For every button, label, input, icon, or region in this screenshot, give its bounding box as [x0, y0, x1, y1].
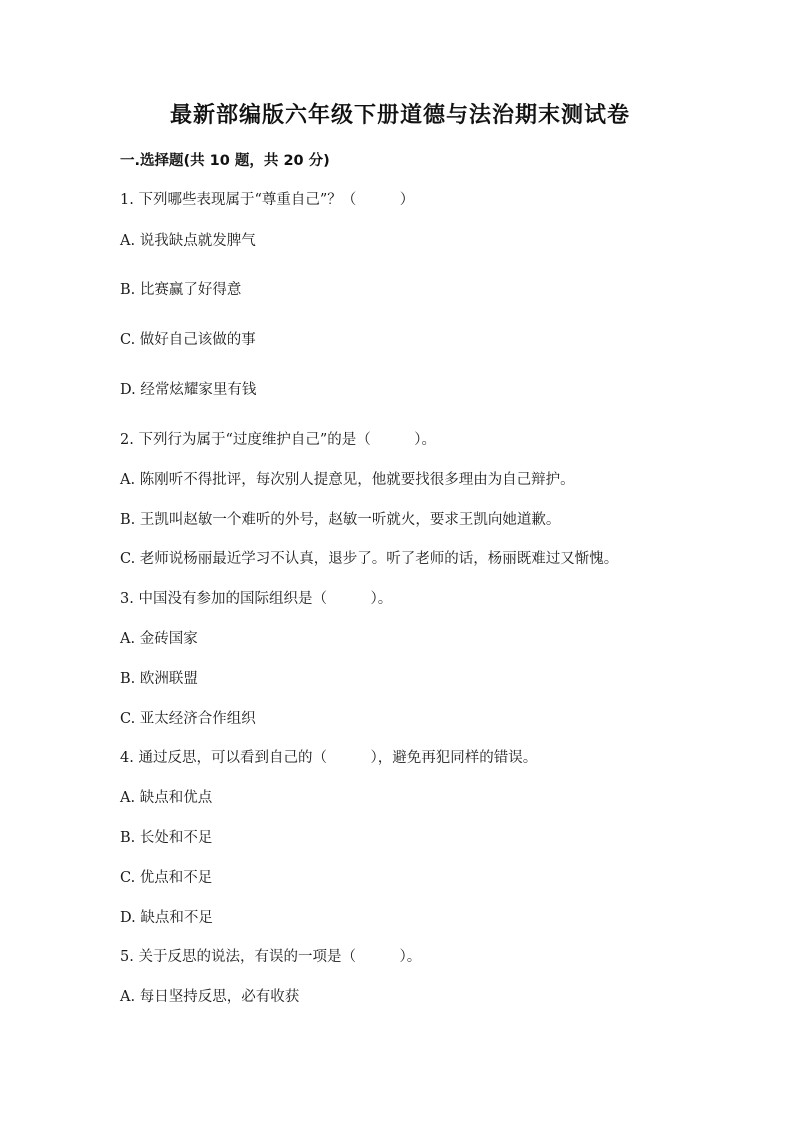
question-3-option-a: A. 金砖国家 [120, 631, 198, 647]
question-5-stem: 5. 关于反思的说法，有误的一项是（ ）。 [120, 949, 422, 965]
question-3-option-b: B. 欧洲联盟 [120, 671, 198, 687]
question-1-option-d: D. 经常炫耀家里有钱 [120, 382, 257, 398]
question-1-stem: 1. 下列哪些表现属于“尊重自己”？（ ） [120, 192, 415, 208]
question-4-option-d: D. 缺点和不足 [120, 910, 213, 926]
question-2-stem: 2. 下列行为属于“过度维护自己”的是（ ）。 [120, 432, 437, 448]
question-3-stem: 3. 中国没有参加的国际组织是（ ）。 [120, 591, 393, 607]
question-2-option-a: A. 陈刚听不得批评，每次别人提意见，他就要找很多理由为自己辩护。 [120, 472, 575, 488]
question-4-stem: 4. 通过反思，可以看到自己的（ ），避免再犯同样的错误。 [120, 750, 538, 766]
page-title: 最新部编版六年级下册道德与法治期末测试卷 [169, 103, 630, 128]
question-1-option-a: A. 说我缺点就发脾气 [120, 233, 256, 249]
section-heading: 一.选择题(共 10 题，共 20 分) [120, 153, 330, 169]
question-2-option-b: B. 王凯叫赵敏一个难听的外号，赵敏一听就火，要求王凯向她道歉。 [120, 512, 561, 528]
question-1-option-c: C. 做好自己该做的事 [120, 332, 256, 348]
question-4-option-c: C. 优点和不足 [120, 870, 213, 886]
question-3-option-c: C. 亚太经济合作组织 [120, 711, 256, 727]
question-4-option-a: A. 缺点和优点 [120, 790, 213, 806]
question-2-option-c: C. 老师说杨丽最近学习不认真，退步了。听了老师的话，杨丽既难过又惭愧。 [120, 551, 619, 567]
question-1-option-b: B. 比赛赢了好得意 [120, 282, 242, 298]
question-5-option-a: A. 每日坚持反思，必有收获 [120, 989, 300, 1005]
question-4-option-b: B. 长处和不足 [120, 830, 213, 846]
